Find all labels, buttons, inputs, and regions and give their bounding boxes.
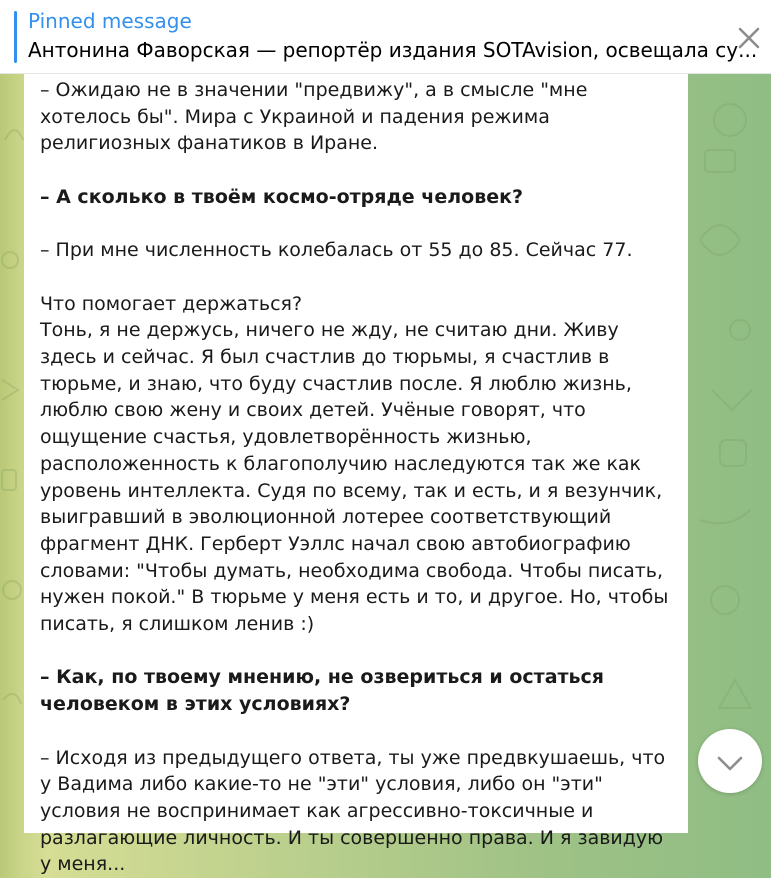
message-paragraph: – Ожидаю не в значении "предвижу", а в смысле "мне хотелось бы". Мира с Украиной и падения режима религиозных фанатиков в Иране. — [40, 79, 588, 155]
message-paragraph: Тонь, я не держусь, ничего не жду, не считаю дни. Живу здесь и сейчас. Я был счастлив до тюрьмы, я счастлив в тюрьме, и знаю, что буду счастлив после. Я люблю жизнь, люблю свою жену и своих детей. Учёные говорят, что ощущение счастья, удовлетворённость жизнью, расположенность к благополучию наследуются так же как уровень интеллекта. Судя по всему, так и есть, и я везунчик, выигравший в эволюционной лотерее соответствующий фрагмент ДНК. Герберт Уэллс начал свою автобиографию словами: "Чтобы думать, необходима свобода. Чтобы писать, нужен покой." В тюрьме у меня есть и то, и другое. Но, чтобы писать, я слишком ленив :) — [40, 319, 669, 636]
pinned-message-bar[interactable] — [0, 0, 771, 74]
pinned-message-title: Pinned message — [28, 9, 192, 33]
pinned-accent-bar — [14, 11, 17, 63]
message-text — [24, 73, 688, 878]
close-icon — [733, 22, 765, 54]
close-pinned-button[interactable] — [733, 22, 765, 54]
message-paragraph: Что помогает держаться? — [40, 292, 303, 315]
chevron-down-icon — [714, 747, 746, 779]
message-paragraph: – При мне численность колебалась от 55 до 85. Сейчас 77. — [40, 239, 633, 262]
scroll-down-button[interactable] — [698, 729, 762, 793]
message-paragraph: – Исходя из предыдущего ответа, ты уже предвкушаешь, что у Вадима либо какие-то не "эти" условия, либо он "эти" условия не воспринимает как агрессивно-токсичные и разлагающие личность. И ты совершенно права. И я завидую у меня... — [40, 746, 666, 876]
message-question: – А сколько в твоём космо-отряде человек? — [40, 185, 524, 208]
message-bubble — [24, 73, 688, 876]
pinned-message-text: Антонина Фаворская — репортёр издания SOTAvision, освещала су... — [28, 38, 758, 62]
message-question: – Как, по твоему мнению, не озвериться и остаться человеком в этих условиях? — [40, 666, 604, 716]
